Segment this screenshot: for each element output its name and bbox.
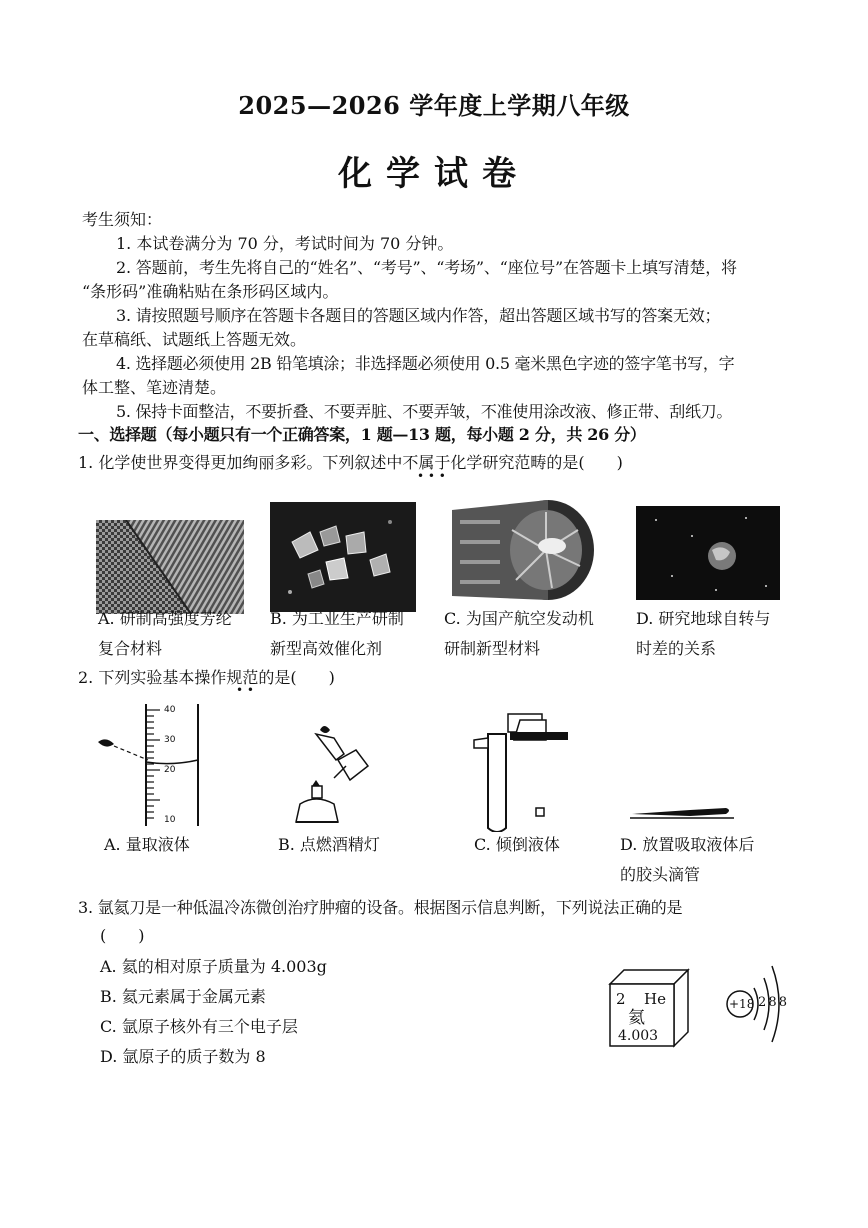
q2-image-alcohol-lamps (286, 720, 386, 826)
q1-image-catalyst (270, 502, 416, 612)
notice-item-2-cont: “条形码”准确粘贴在条形码区域内。 (82, 282, 339, 301)
element-name: 氦 (628, 1008, 645, 1028)
emphasis-dots: • • • (417, 469, 446, 483)
q1-option-c-line1: C. 为国产航空发动机 (444, 609, 594, 628)
scale-label-30: 30 (164, 735, 176, 745)
q3-option-d: D. 氩原子的质子数为 8 (100, 1047, 266, 1066)
notice-item-2: 2. 答题前，考生先将自己的“姓名”、“考号”、“考场”、“座位号”在答题卡上填写清楚，将 (116, 258, 737, 277)
q3-stem: 3. 氩氦刀是一种低温冷冻微创治疗肿瘤的设备。根据图示信息判断，下列说法正确的是 (78, 898, 683, 917)
q1-option-a-line1: A. 研制高强度芳纶 (98, 609, 232, 628)
notice-item-1: 1. 本试卷满分为 70 分，考试时间为 70 分钟。 (116, 234, 454, 253)
scale-label-20: 20 (164, 765, 176, 775)
q3-option-a: A. 氦的相对原子质量为 4.003g (100, 957, 327, 976)
q1-option-a-line2: 复合材料 (98, 639, 163, 658)
q3-option-c: C. 氩原子核外有三个电子层 (100, 1017, 298, 1036)
q2-option-d-line2: 的胶头滴管 (620, 865, 701, 884)
q2-option-a: A. 量取液体 (104, 835, 190, 854)
q2-stem: 2. 下列实验基本操作规范的是( ) (78, 668, 335, 687)
element-atomic-number: 2 (616, 990, 626, 1008)
q1-image-aramid-fiber (96, 520, 244, 614)
element-symbol: He (644, 990, 666, 1008)
q1-stem: 1. 化学使世界变得更加绚丽多彩。下列叙述中不属于化学研究范畴的是( ) (78, 453, 623, 472)
notice-item-5: 5. 保持卡面整洁，不要折叠、不要弄脏、不要弄皱，不准使用涂改液、修正带、刮纸刀。 (116, 402, 733, 421)
q3-option-b: B. 氦元素属于金属元素 (100, 987, 266, 1006)
element-mass: 4.003 (618, 1028, 659, 1044)
q1-image-jet-engine (452, 500, 600, 610)
notice-item-4-cont: 体工整、笔迹清楚。 (82, 378, 227, 397)
q2-image-dropper (630, 800, 734, 824)
q2-option-b: B. 点燃酒精灯 (278, 835, 380, 854)
notice-heading: 考生须知： (82, 210, 163, 229)
scale-label-10: 10 (164, 815, 176, 825)
q1-option-d-line1: D. 研究地球自转与 (636, 609, 771, 628)
notice-item-3-cont: 在草稿纸、试题纸上答题无效。 (82, 330, 307, 349)
notice-item-4: 4. 选择题必须使用 2B 铅笔填涂；非选择题必须使用 0.5 毫米黑色字迹的签字笔书写，字 (116, 354, 735, 373)
emphasis-dots: • • (236, 683, 254, 697)
q2-image-graduated-cylinder (96, 700, 208, 828)
q1-option-c-line2: 研制新型材料 (444, 639, 541, 658)
section-1-heading: 一、选择题（每小题只有一个正确答案，1 题—13 题，每小题 2 分，共 26 分） (78, 425, 646, 444)
nucleus-charge: +18 (729, 997, 755, 1011)
scale-label-40: 40 (164, 705, 176, 715)
q1-image-earth-space (636, 506, 780, 600)
notice-item-3: 3. 请按照题号顺序在答题卡各题目的答题区域内作答，超出答题区域书写的答案无效； (116, 306, 721, 325)
q1-option-b-line2: 新型高效催化剂 (270, 639, 383, 658)
q2-option-c: C. 倾倒液体 (474, 835, 560, 854)
exam-subject-title: 化学试卷 (338, 154, 530, 194)
q1-option-b-line1: B. 为工业生产研制 (270, 609, 404, 628)
exam-year-title: 2025—2026 学年度上学期八年级 (238, 91, 630, 120)
electron-shells: 2 8 8 (758, 995, 787, 1010)
q1-option-d-line2: 时差的关系 (636, 639, 717, 658)
q2-image-pouring-liquid (470, 710, 582, 832)
q3-bracket: ( ) (100, 926, 145, 945)
q2-option-d-line1: D. 放置吸取液体后 (620, 835, 755, 854)
